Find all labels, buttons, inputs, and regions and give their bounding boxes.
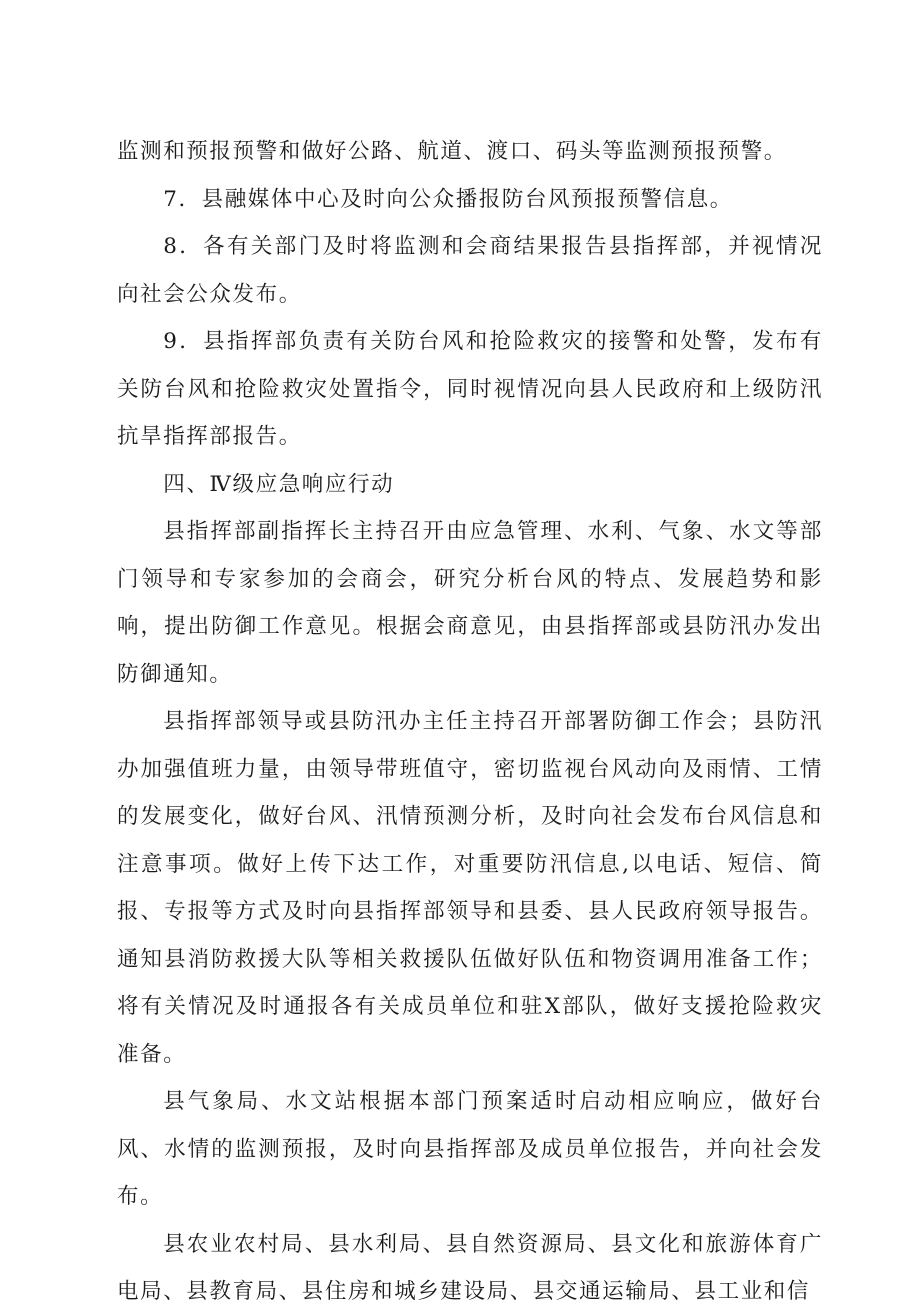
document-body <box>117 128 823 1316</box>
paragraph-departments: 县农业农村局、县水利局、县自然资源局、县文化和旅游体育广电局、县教育局、县住房和城乡建设局、县交通运输局、县工业和信 <box>117 1231 823 1304</box>
paragraph-item-7: 7．县融媒体中心及时向公众播报防台风预报预警信息。 <box>163 186 733 212</box>
section-heading-level-4-response: 四、Ⅳ级应急响应行动 <box>163 471 395 497</box>
paragraph-deployment: 县指挥部领导或县防汛办主任主持召开部署防御工作会；县防汛办加强值班力量，由领导带班值守，密切监视台风动向及雨情、工情的发展变化，做好台风、汛情预测分析，及时向社会发布台风信息和注意事项。做好上传下达工作，对重要防汛信息,以电话、短信、简报、专报等方式及时向县指挥部领导和县委、县人民政府领导报告。通知县消防救援大队等相关救援队伍做好队伍和物资调用准备工作；将有关情况及时通报各有关成员单位和驻X部队，做好支援抢险救灾准备。 <box>117 709 823 1067</box>
paragraph-item-9: 9．县指挥部负责有关防台风和抢险救灾的接警和处警，发布有关防台风和抢险救灾处置指令，同时视情况向县人民政府和上级防汛抗旱指挥部报告。 <box>117 329 823 449</box>
paragraph-consultation: 县指挥部副指挥长主持召开由应急管理、水利、气象、水文等部门领导和专家参加的会商会，研究分析台风的特点、发展趋势和影响，提出防御工作意见。根据会商意见，由县指挥部或县防汛办发出防御通知。 <box>117 519 823 687</box>
paragraph-item-8: 8．各有关部门及时将监测和会商结果报告县指挥部，并视情况向社会公众发布。 <box>117 234 823 307</box>
paragraph-meteorology: 县气象局、水文站根据本部门预案适时启动相应响应，做好台风、水情的监测预报，及时向县指挥部及成员单位报告，并向社会发布。 <box>117 1089 823 1209</box>
paragraph-continuation: 监测和预报预警和做好公路、航道、渡口、码头等监测预报预警。 <box>117 139 787 164</box>
